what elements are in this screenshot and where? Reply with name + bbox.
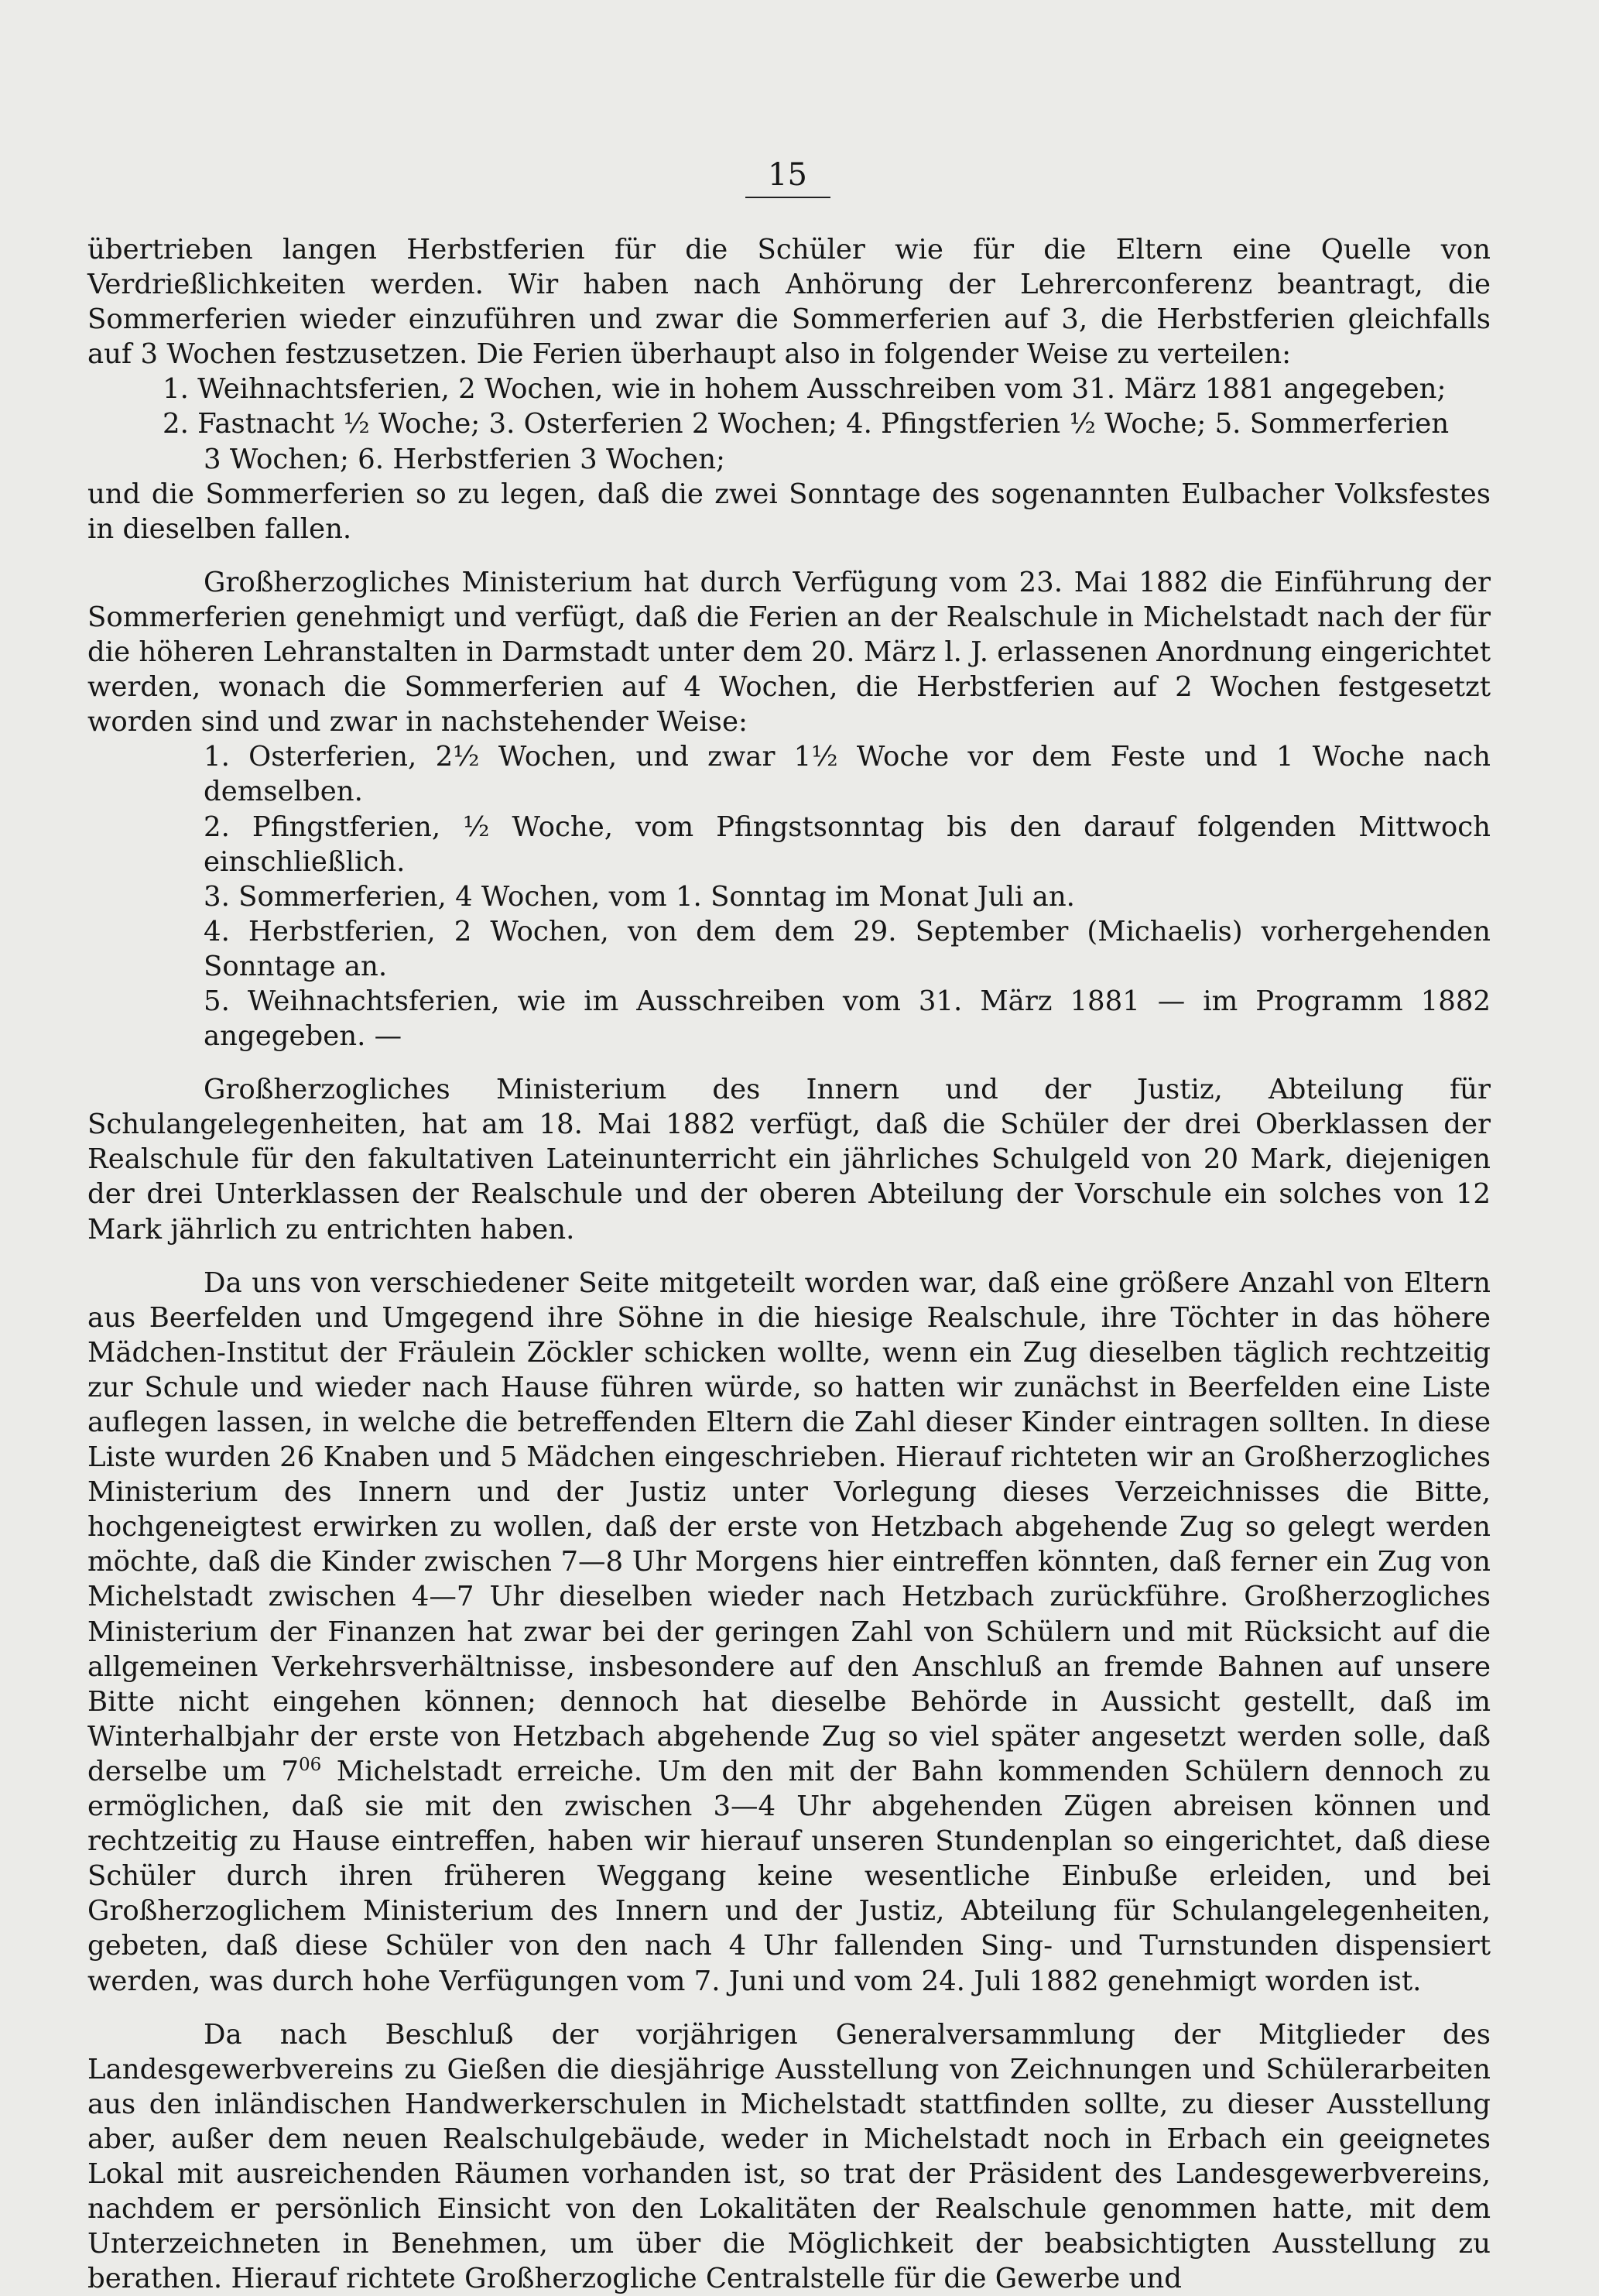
train-text-part1: Da uns von verschiedener Seite mitgeteilt worden war, daß eine größere Anzahl von Eltern aus Beerfelden und Umgegend ihre Söhne in die hiesige Realschule, ihre Töchter in das höhere Mädchen-Institut der Fräulein Zöckler schicken wollte, wenn ein Zug dieselben täglich rechtzeitig zur Schule und wieder nach Hause führen würde, so hatten wir zunächst in Beerfelden eine Liste auflegen lassen, in welche die betreffenden Eltern die Zahl dieser Kinder eintragen sollten. In diese Liste wurden 26 Knaben und 5 Mädchen eingeschrieben. Hierauf richteten wir an Großherzogliches Ministerium des Innern und der Justiz unter Vorlegung dieses Verzeichnisses die Bitte, hochgeneigtest erwirken zu wollen, daß der erste von Hetzbach abgehende Zug so gelegt werden möchte, daß die Kinder zwischen 7—8 Uhr Morgens hier eintreffen könnten, daß ferner ein Zug von Michelstadt zwischen 4—7 Uhr dieselben wieder nach Hetzbach zurückführe. Großherzogliches Ministerium der Finanzen hat zwar bei der geringen Zahl von Schülern und mit Rücksicht auf die allgemeinen Verkehrsverhältnisse, insbesondere auf den Anschluß an fremde Bahnen auf unsere Bitte nicht eingehen können; dennoch hat dieselbe Behörde in Aussicht gestellt, daß im Winterhalbjahr der erste von Hetzbach abgehende Zug so viel später angesetzt werden solle, daß derselbe um 7	[87, 1266, 1491, 1787]
list-item: 4. Herbstferien, 2 Wochen, von dem dem 29. September (Michaelis) vorhergehenden Sonntage an.	[204, 915, 1491, 982]
paragraph-train-schedule	[87, 1266, 1491, 1999]
time-superscript: 06	[299, 1755, 322, 1776]
list-item: 3. Sommerferien, 4 Wochen, vom 1. Sonntag im Monat Juli an.	[204, 880, 1075, 913]
paragraph-sommerferien-eulbach: und die Sommerferien so zu legen, daß die zwei Sonntage des sogenannten Eulbacher Volksfestes in dieselben fallen.	[87, 478, 1491, 545]
paragraph-school-fees: Großherzogliches Ministerium des Innern und der Justiz, Abteilung für Schulangelegenheiten, hat am 18. Mai 1882 verfügt, daß die Schüler der drei Oberklassen der Realschule für den fakultativen Lateinunterricht ein jährliches Schulgeld von 20 Mark, diejenigen der drei Unterklassen der Realschule und der oberen Abteilung der Vorschule ein solches von 12 Mark jährlich zu entrichten haben.	[87, 1074, 1491, 1246]
list-item: 3 Wochen; 6. Herbstferien 3 Wochen;	[204, 443, 726, 475]
paragraph-ministry-decision: Großherzogliches Ministerium hat durch Verfügung vom 23. Mai 1882 die Einführung der Sommerferien genehmigt und verfügt, daß die Ferien an der Realschule in Michelstadt nach der für die höheren Lehranstalten in Darmstadt unter dem 20. März l. J. erlassenen Anordnung eingerichtet werden, wonach die Sommerferien auf 4 Wochen, die Herbstferien auf 2 Wochen festgesetzt worden sind und zwar in nachstehender Weise:	[87, 566, 1491, 738]
list-item: 1. Osterferien, 2½ Wochen, und zwar 1½ Woche vor dem Feste und 1 Woche nach demselben.	[204, 741, 1491, 808]
list-item: 2. Pfingstferien, ½ Woche, vom Pfingstsonntag bis den darauf folgenden Mittwoch einschließlich.	[204, 810, 1491, 878]
list-item: 1. Weihnachtsferien, 2 Wochen, wie in hohem Ausschreiben vom 31. März 1881 angegeben;	[163, 373, 1447, 406]
approved-holidays-list	[87, 739, 1491, 1054]
list-item: 5. Weihnachtsferien, wie im Ausschreiben vom 31. März 1881 — im Programm 1882 angegeben. —	[204, 985, 1491, 1053]
paragraph-holiday-proposal: übertrieben langen Herbstferien für die Schüler wie für die Eltern eine Quelle von Verdrießlichkeiten werden. Wir haben nach Anhörung der Lehrerconferenz beantragt, die Sommerferien wieder einzuführen und zwar die Sommerferien auf 3, die Herbstferien gleichfalls auf 3 Wochen festzusetzen. Die Ferien überhaupt also in folgender Weise zu verteilen:	[87, 234, 1491, 371]
list-item: 2. Fastnacht ½ Woche; 3. Osterferien 2 Wochen; 4. Pfingstferien ½ Woche; 5. Sommerferien	[163, 408, 1450, 440]
train-text-part2: Michelstadt erreiche. Um den mit der Bahn kommenden Schülern dennoch zu ermöglichen, daß sie mit den zwischen 3—4 Uhr abgehenden Zügen abreisen können und rechtzeitig zu Hause eintreffen, haben wir hierauf unseren Stundenplan so eingerichtet, daß diese Schüler durch ihren früheren Weggang keine wesentliche Einbuße erleiden, und bei Großherzoglichem Ministerium des Innern und der Justiz, Abteilung für Schulangelegenheiten, gebeten, daß diese Schüler von den nach 4 Uhr fallenden Sing- und Turnstunden dispensiert werden, was durch hohe Verfügungen vom 7. Juni und vom 24. Juli 1882 genehmigt worden ist.	[87, 1755, 1491, 1997]
paragraph-exhibition: Da nach Beschluß der vorjährigen Generalversammlung der Mitglieder des Landesgewerbvereins zu Gießen die diesjährige Ausstellung von Zeichnungen und Schülerarbeiten aus den inländischen Handwerkerschulen in Michelstadt stattfinden sollte, zu dieser Ausstellung aber, außer dem neuen Realschulgebäude, weder in Michelstadt noch in Erbach ein geeignetes Lokal mit ausreichenden Räumen vorhanden ist, so trat der Präsident des Landesgewerbvereins, nachdem er persönlich Einsicht von den Lokalitäten der Realschule genommen hatte, mit dem Unterzeichneten in Benehmen, um über die Möglichkeit der beabsichtigten Ausstellung zu berathen. Hierauf richtete Großherzogliche Centralstelle für die Gewerbe und	[87, 2018, 1491, 2295]
proposed-holidays-list	[87, 372, 1491, 476]
body-text	[87, 232, 1491, 2296]
page-number: 15	[745, 159, 830, 198]
